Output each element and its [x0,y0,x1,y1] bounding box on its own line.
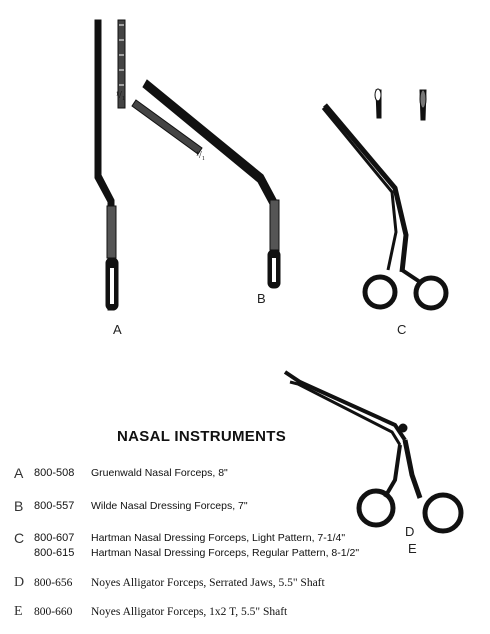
instrument-b-drawing [143,80,280,288]
figure-label-b: B [257,291,266,306]
product-row [0,466,490,482]
detail-scale-b: ¹/₁ [196,150,206,161]
item-code: 800-557 [34,500,75,512]
item-code: 800-508 [34,467,75,479]
item-code: 800-660 [34,606,73,618]
figure-label-a: A [113,322,122,337]
figure-label-e: E [408,541,417,556]
figure-label-c: C [397,322,407,337]
figure-label-d: D [405,524,415,539]
item-code: 800-615 [34,547,75,559]
item-letter: D [14,575,25,590]
item-code: 800-607 [34,532,75,544]
product-row [0,499,490,515]
item-description: Hartman Nasal Dressing Forceps, Light Pattern, 7-1/4" [91,532,346,544]
product-row [0,576,490,592]
item-letter: A [14,465,24,481]
item-description: Noyes Alligator Forceps, 1x2 T, 5.5" Shaft [91,606,288,618]
item-description: Hartman Nasal Dressing Forceps, Regular Pattern, 8-1/2" [91,547,360,559]
item-description: Gruenwald Nasal Forceps, 8" [91,467,228,479]
instrument-c-detail [375,89,426,120]
item-description: Wilde Nasal Dressing Forceps, 7" [91,500,248,512]
detail-scale-a: ¹/₁ [116,90,126,101]
instrument-a-drawing [95,20,118,310]
item-letter: E [14,604,23,619]
item-code: 800-656 [34,577,73,589]
item-letter: C [14,530,25,546]
item-letter: B [14,498,24,514]
instrument-c-drawing [323,105,446,308]
product-row [0,531,490,547]
page-title: NASAL INSTRUMENTS [117,428,286,445]
item-description: Noyes Alligator Forceps, Serrated Jaws, 5.5" Shaft [91,577,325,589]
product-row [0,546,490,562]
product-row [0,605,490,621]
